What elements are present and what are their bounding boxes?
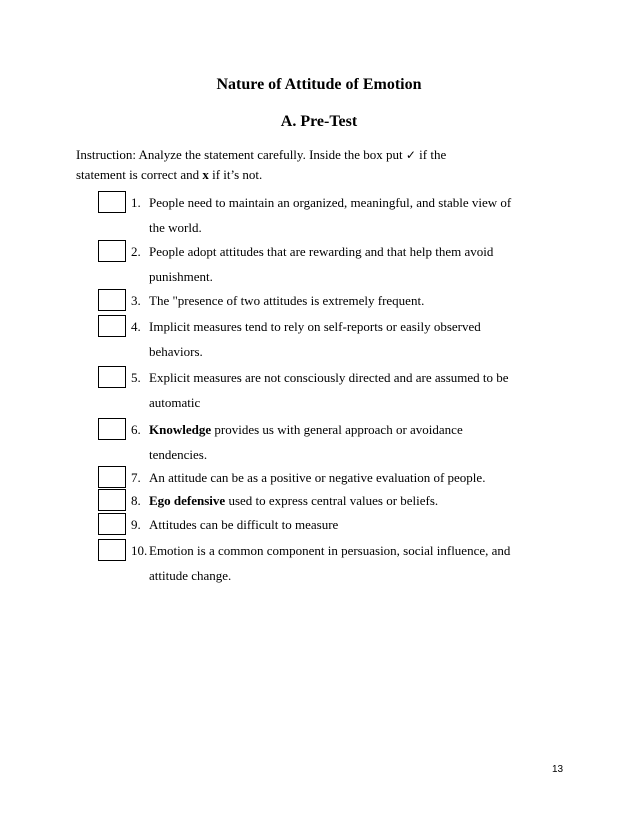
item-number: 2. — [131, 244, 141, 259]
item-text: Attitudes can be difficult to measure — [149, 517, 339, 532]
item-text: Implicit measures tend to rely on self-reports or easily observed — [149, 319, 481, 334]
item-text-continued: the world. — [149, 220, 202, 235]
page-number: 13 — [552, 764, 564, 775]
answer-box[interactable] — [98, 191, 126, 213]
item-number: 6. — [131, 422, 141, 437]
check-mark-icon: ✓ — [405, 148, 416, 162]
answer-box[interactable] — [98, 315, 126, 337]
item-number: 7. — [131, 470, 141, 485]
item-number: 4. — [131, 319, 141, 334]
item-text: People adopt attitudes that are rewarding and that help them avoid — [149, 244, 494, 259]
instruction-line-2 — [76, 167, 262, 183]
item-text: People need to maintain an organized, meaningful, and stable view of — [149, 195, 512, 210]
item-text-continued: automatic — [149, 395, 201, 410]
x-mark: x — [202, 167, 209, 182]
answer-box[interactable] — [98, 539, 126, 561]
item-text: The "presence of two attitudes is extremely frequent. — [149, 293, 425, 308]
item-text-rest: provides us with general approach or avoidance — [211, 422, 463, 437]
item-keyword: Ego defensive — [149, 493, 226, 508]
item-text-continued: behaviors. — [149, 344, 203, 359]
item-text: Emotion is a common component in persuasion, social influence, and — [149, 543, 511, 558]
item-text: An attitude can be as a positive or negative evaluation of people. — [149, 470, 486, 485]
answer-box[interactable] — [98, 418, 126, 440]
item-text-continued: attitude change. — [149, 568, 232, 583]
instruction-text-cont: if the — [415, 147, 447, 162]
instruction-line-1 — [76, 147, 446, 163]
answer-box[interactable] — [98, 513, 126, 535]
item-number: 8. — [131, 493, 141, 508]
page-title: Nature of Attitude of Emotion — [216, 76, 422, 93]
item-text-continued: punishment. — [149, 269, 213, 284]
item-text — [149, 493, 438, 509]
item-number: 5. — [131, 370, 141, 385]
instruction-text: statement is correct and — [76, 167, 203, 182]
item-keyword: Knowledge — [149, 422, 212, 437]
item-text — [149, 422, 463, 438]
answer-box[interactable] — [98, 489, 126, 511]
instruction-text-cont: if it’s not. — [208, 167, 263, 182]
answer-box[interactable] — [98, 366, 126, 388]
answer-box[interactable] — [98, 289, 126, 311]
section-subtitle: A. Pre-Test — [280, 113, 358, 130]
answer-box[interactable] — [98, 466, 126, 488]
item-text-rest: used to express central values or beliefs. — [225, 493, 439, 508]
item-text: Explicit measures are not consciously directed and are assumed to be — [149, 370, 509, 385]
item-number: 1. — [131, 195, 141, 210]
instruction-text: Instruction: Analyze the statement carefully. Inside the box put — [76, 147, 406, 162]
item-number: 10. — [131, 543, 148, 558]
item-text-continued: tendencies. — [149, 447, 208, 462]
item-number: 3. — [131, 293, 141, 308]
item-number: 9. — [131, 517, 141, 532]
answer-box[interactable] — [98, 240, 126, 262]
